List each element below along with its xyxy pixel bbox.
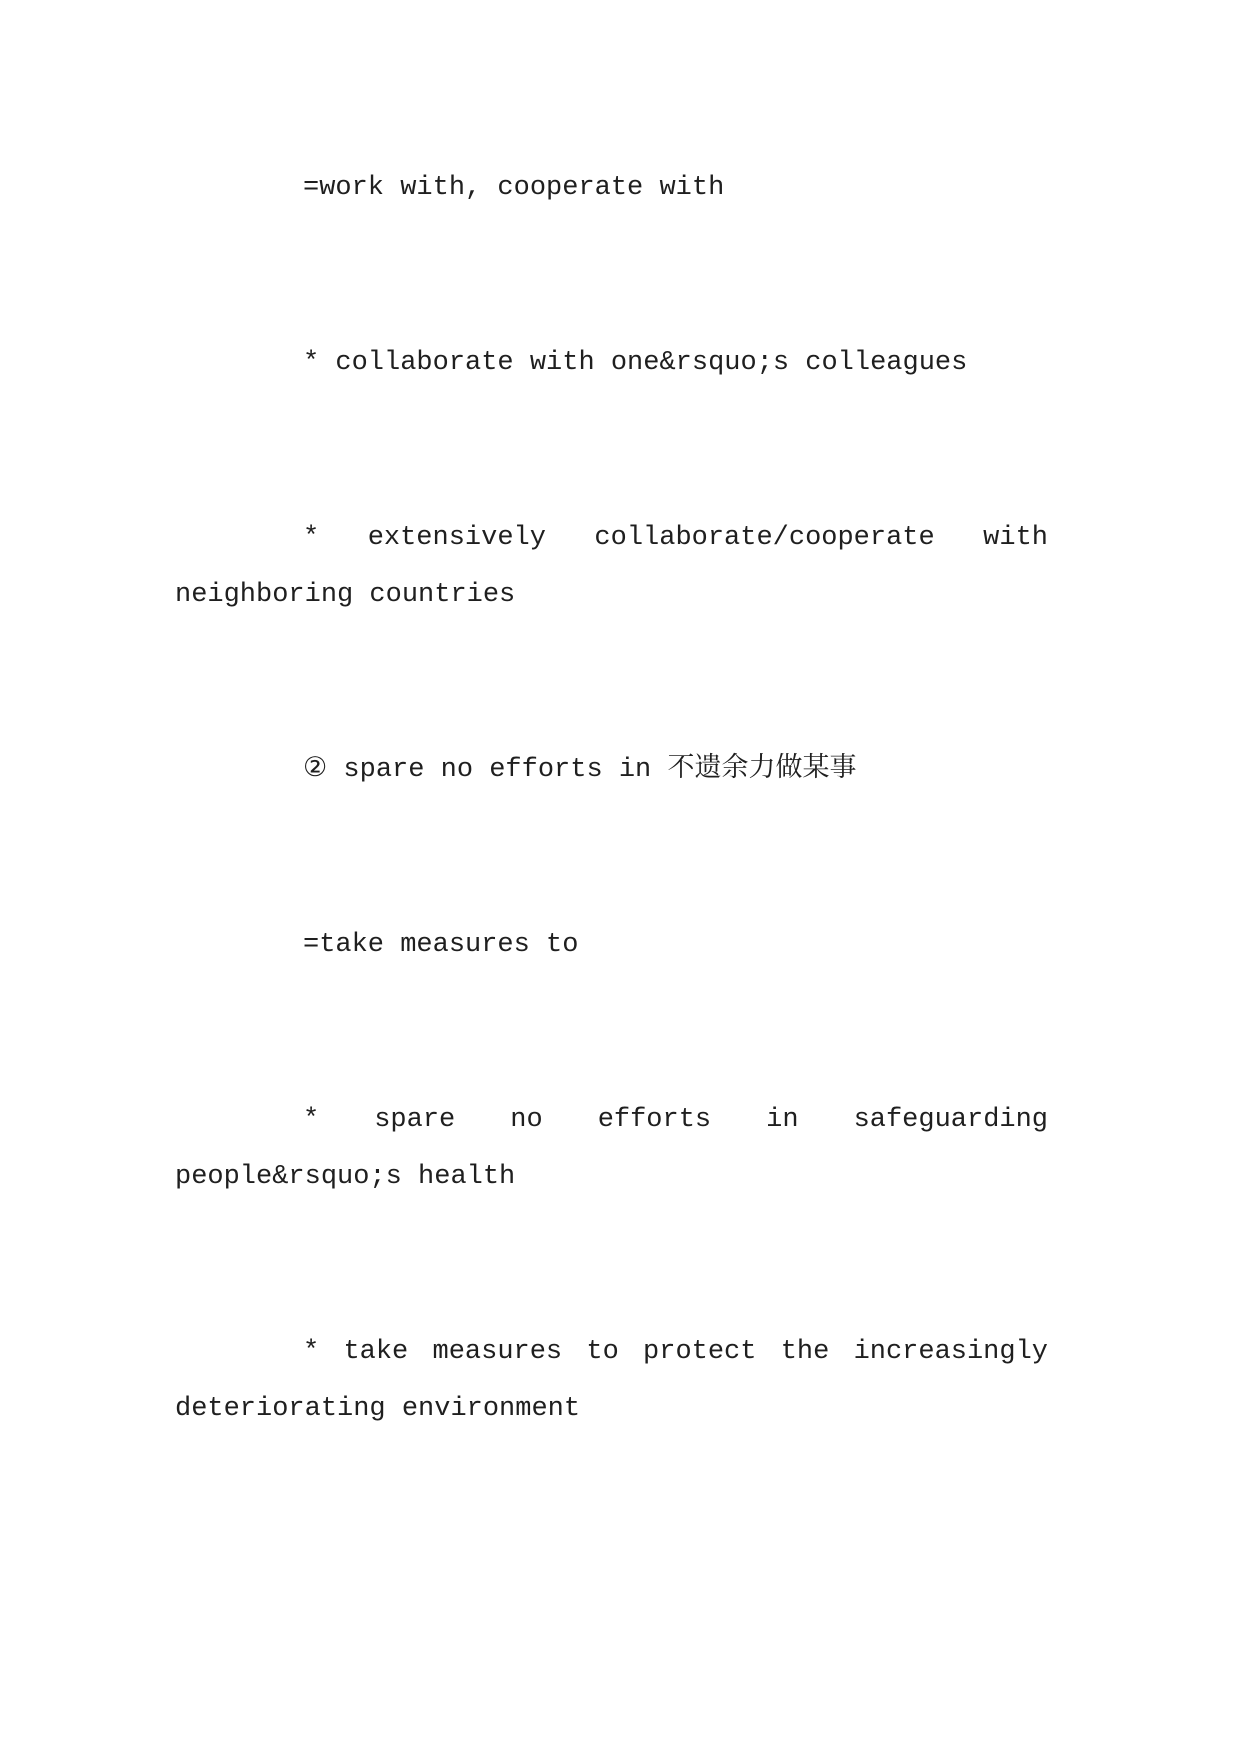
paragraph-spare-no-efforts-heading: ② spare no efforts in 不遗余力做某事 <box>303 755 857 785</box>
paragraph-take-measures: =take measures to <box>303 930 579 960</box>
paragraph-extensively-collaborate: * extensively collaborate/cooperate with neighboring countries <box>175 523 1048 610</box>
paragraph-protect-environment: * take measures to protect the increasingly deteriorating environment <box>175 1337 1048 1424</box>
paragraph-safeguarding-health: * spare no efforts in safeguarding people&rsquo;s health <box>175 1105 1048 1192</box>
paragraph-work-with: =work with, cooperate with <box>303 173 725 203</box>
paragraph-collaborate-colleagues: * collaborate with one&rsquo;s colleagues <box>303 348 968 378</box>
